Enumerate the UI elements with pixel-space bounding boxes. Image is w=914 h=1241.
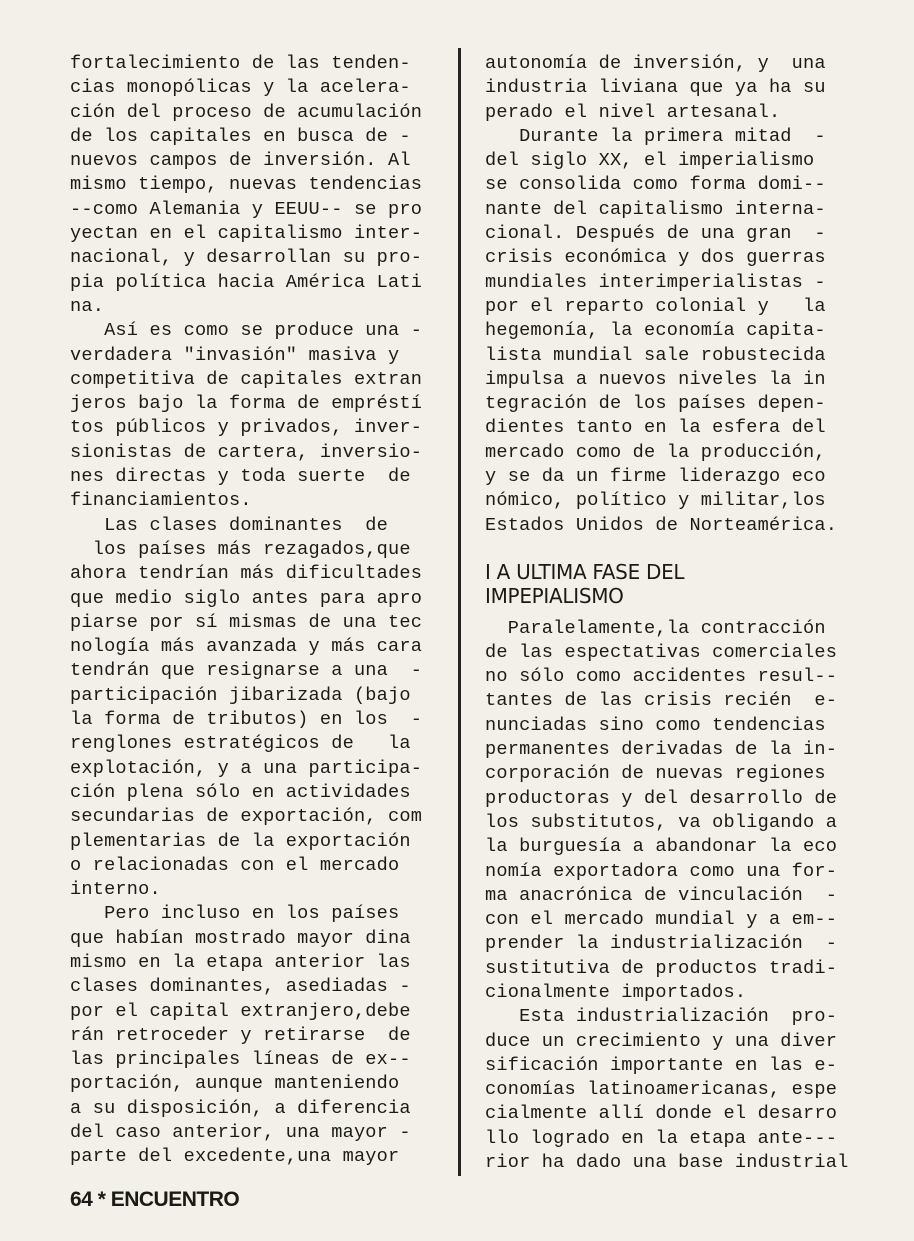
text-line: explotación, y a una participa- (70, 757, 423, 779)
text-line: productoras y del desarrollo de (485, 787, 838, 809)
text-line: sustitutiva de productos tradi- (485, 957, 838, 979)
text-line: ción del proceso de acumulación (70, 101, 423, 123)
text-line: del siglo XX, el imperialismo (485, 150, 815, 172)
text-line: Las clases dominantes de (70, 514, 389, 536)
text-line: parte del excedente,una mayor (70, 1146, 400, 1168)
text-line: a su disposición, a diferencia (70, 1097, 411, 1119)
text-line: nes directas y toda suerte de (70, 466, 411, 488)
right-column-top-text (485, 52, 885, 538)
text-line: tantes de las crisis recién e- (485, 690, 838, 712)
text-line: del caso anterior, una mayor - (70, 1122, 411, 1144)
text-line: na. (70, 295, 105, 317)
text-line: Esta industrialización pro- (485, 1006, 838, 1028)
text-line: tos públicos y privados, inver- (70, 417, 423, 439)
heading-gap (485, 609, 885, 617)
text-line: crisis económica y dos guerras (485, 247, 826, 269)
text-line: mismo en la etapa anterior las (70, 951, 411, 973)
text-line: yectan en el capitalismo inter- (70, 223, 423, 245)
text-line: llo logrado en la etapa ante--- (485, 1127, 838, 1149)
text-line: y se da un firme liderazgo eco (485, 466, 826, 488)
text-line: con el mercado mundial y a em-- (485, 909, 838, 931)
text-line: cialmente allí donde el desarro (485, 1103, 838, 1125)
text-line: los substitutos, va obligando a (485, 811, 838, 833)
text-line: nunciadas sino como tendencias (485, 714, 826, 736)
section-heading (485, 560, 885, 609)
text-line: nante del capitalismo interna- (485, 198, 826, 220)
text-line: rán retroceder y retirarse de (70, 1024, 411, 1046)
text-line: cionalmente importados. (485, 981, 747, 1003)
right-text-column (485, 52, 885, 1175)
text-line: sificación importante en las e- (485, 1054, 838, 1076)
text-line: cional. Después de una gran - (485, 223, 826, 245)
text-line: Durante la primera mitad - (485, 125, 826, 147)
text-line: Así es como se produce una - (70, 320, 423, 342)
text-line: no sólo como accidentes resul-- (485, 666, 838, 688)
text-line: pia política hacia América Lati (70, 271, 423, 293)
text-line: nómico, político y militar,los (485, 490, 826, 512)
right-column-bottom-text (485, 617, 885, 1176)
text-line: portación, aunque manteniendo (70, 1073, 400, 1095)
text-line: nuevos campos de inversión. Al (70, 150, 411, 172)
text-line: secundarias de exportación, com (70, 806, 423, 828)
text-line: rior ha dado una base industrial (485, 1152, 849, 1174)
text-line: Estados Unidos de Norteamérica. (485, 514, 838, 536)
text-line: Pero incluso en los países (70, 903, 400, 925)
text-line: mundiales interimperialistas - (485, 271, 826, 293)
text-line: plementarias de la exportación (70, 830, 411, 852)
left-text-column (70, 52, 450, 1170)
text-line: renglones estratégicos de la (70, 733, 411, 755)
text-line: tendrán que resignarse a una - (70, 660, 423, 682)
text-line: mismo tiempo, nuevas tendencias (70, 174, 423, 196)
text-line: piarse por sí mismas de una tec (70, 611, 423, 633)
text-line: conomías latinoamericanas, espe (485, 1079, 838, 1101)
text-line: lista mundial sale robustecida (485, 344, 826, 366)
text-line: la burguesía a abandonar la eco (485, 836, 838, 858)
text-line: impulsa a nuevos niveles la in (485, 368, 826, 390)
text-line: se consolida como forma domi-- (485, 174, 826, 196)
text-line: dientes tanto en la esfera del (485, 417, 826, 439)
page-footer: 64 * ENCUENTRO (70, 1188, 240, 1211)
section-gap (485, 538, 885, 560)
text-line: verdadera "invasión" masiva y (70, 344, 400, 366)
text-line: tegración de los países depen- (485, 393, 826, 415)
text-line: sionistas de cartera, inversio- (70, 441, 423, 463)
column-divider (458, 48, 461, 1176)
text-line: nología más avanzada y más cara (70, 636, 423, 658)
text-line: cias monopólicas y la acelera- (70, 77, 411, 99)
text-line: industria liviana que ya ha su (485, 77, 826, 99)
text-line: que habían mostrado mayor dina (70, 927, 411, 949)
text-line: mercado como de la producción, (485, 441, 826, 463)
section-heading-line-2: IMPEPIALISMO (485, 584, 624, 609)
text-line: o relacionadas con el mercado (70, 854, 400, 876)
text-line: de las espectativas comerciales (485, 641, 838, 663)
text-line: interno. (70, 879, 161, 901)
text-line: por el reparto colonial y la (485, 295, 826, 317)
text-line: clases dominantes, asediadas - (70, 976, 411, 998)
text-line: de los capitales en busca de - (70, 125, 411, 147)
text-line: nomía exportadora como una for- (485, 860, 838, 882)
text-line: autonomía de inversión, y una (485, 53, 826, 74)
text-line: prender la industrialización - (485, 933, 838, 955)
text-line: competitiva de capitales extran (70, 368, 423, 390)
text-line: corporación de nuevas regiones (485, 763, 826, 785)
text-line: --como Alemania y EEUU-- se pro (70, 198, 423, 220)
text-line: por el capital extranjero,debe (70, 1000, 411, 1022)
text-line: que medio siglo antes para apro (70, 587, 423, 609)
text-line: hegemonía, la economía capita- (485, 320, 826, 342)
text-line: nacional, y desarrollan su pro- (70, 247, 423, 269)
text-line: la forma de tributos) en los - (70, 709, 423, 731)
text-line: participación jibarizada (bajo (70, 684, 411, 706)
text-line: financiamientos. (70, 490, 252, 512)
text-line: fortalecimiento de las tenden- (70, 53, 411, 74)
text-line: las principales líneas de ex-- (70, 1049, 411, 1071)
text-line: ción plena sólo en actividades (70, 781, 411, 803)
text-line: duce un crecimiento y una diver (485, 1030, 838, 1052)
text-line: los países más rezagados,que (70, 538, 411, 560)
text-line: ahora tendrían más dificultades (70, 563, 423, 585)
text-line: permanentes derivadas de la in- (485, 739, 838, 761)
section-heading-line-1: I A ULTIMA FASE DEL (485, 559, 685, 584)
text-line: Paralelamente,la contracción (485, 617, 826, 639)
text-line: ma anacrónica de vinculación - (485, 884, 838, 906)
text-line: jeros bajo la forma de empréstí (70, 393, 423, 415)
text-line: perado el nivel artesanal. (485, 101, 781, 123)
